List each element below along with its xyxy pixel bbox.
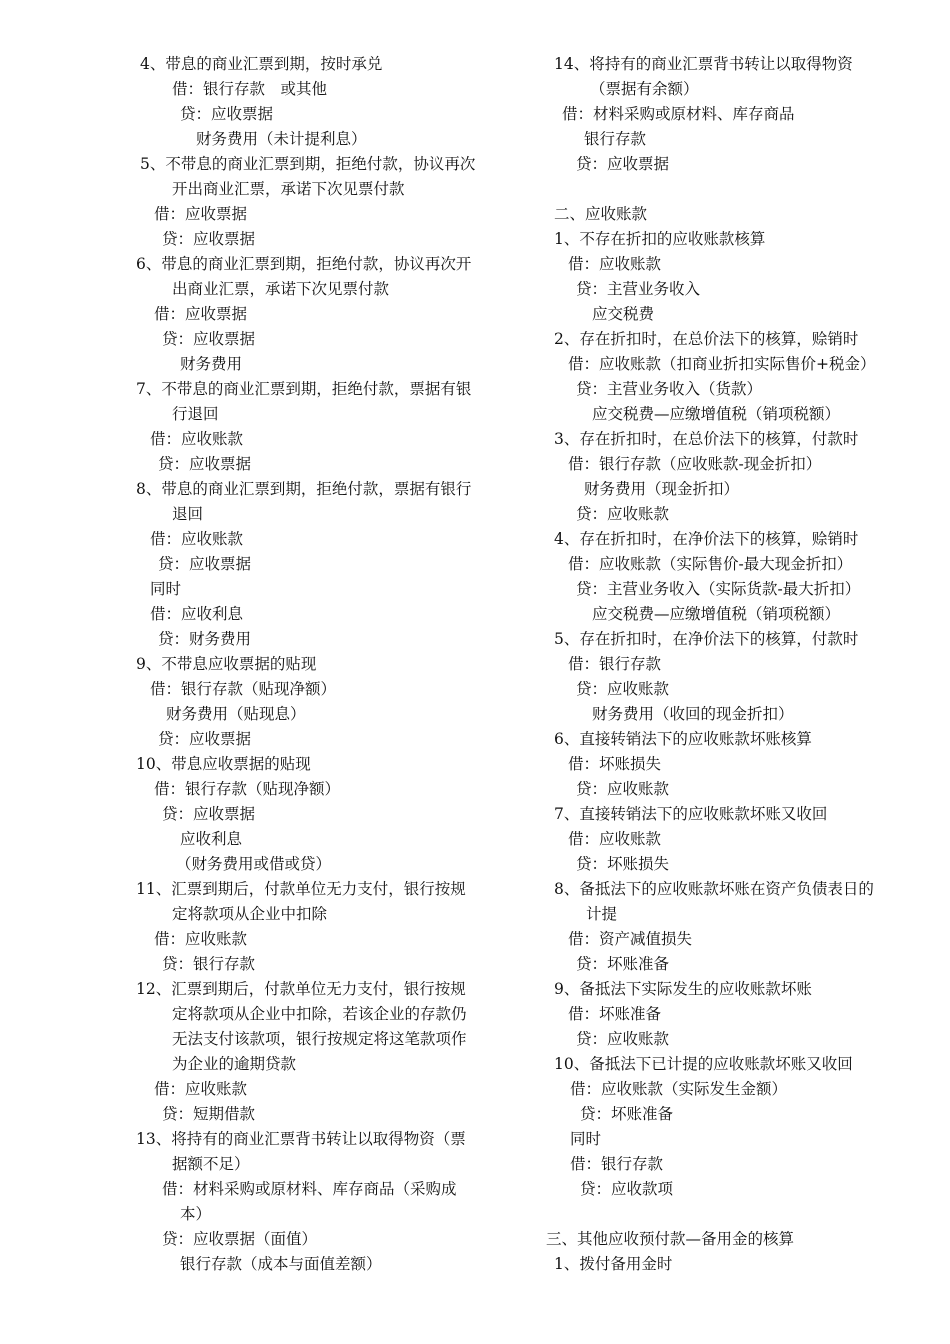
right-line-1: 14、将持有的商业汇票背书转让以取得物资: [554, 55, 853, 73]
right-line-24: 5、存在折扣时，在净价法下的核算，付款时: [554, 630, 859, 648]
left-line-13: 财务费用: [180, 355, 243, 373]
left-line-4: 财务费用（未计提利息）: [196, 130, 367, 148]
right-line-31: 7、直接转销法下的应收账款坏账又收回: [554, 805, 828, 823]
left-line-24: 贷：财务费用: [158, 630, 252, 648]
right-line-13: 借：应收账款（扣商业折扣实际售价+税金）: [568, 355, 876, 373]
right-line-29: 借：坏账损失: [568, 755, 662, 773]
right-line-37: 贷：坏账准备: [576, 955, 670, 973]
right-line-32: 借：应收账款: [568, 830, 662, 848]
right-line-18: 财务费用（现金折扣）: [584, 480, 740, 498]
right-line-23: 应交税费—应缴增值税（销项税额）: [592, 605, 841, 623]
left-line-37: 贷：银行存款: [162, 955, 256, 973]
left-line-27: 财务费用（贴现息）: [166, 705, 306, 723]
right-line-30: 贷：应收账款: [576, 780, 670, 798]
right-line-49: 1、拨付备用金时: [554, 1255, 673, 1273]
left-line-19: 退回: [172, 505, 204, 523]
left-line-26: 借：银行存款（贴现净额）: [150, 680, 337, 698]
left-line-5: 5、不带息的商业汇票到期，拒绝付款，协议再次: [140, 155, 476, 173]
left-line-9: 6、带息的商业汇票到期，拒绝付款，协议再次开: [136, 255, 472, 273]
right-line-41: 10、备抵法下已计提的应收账款坏账又收回: [554, 1055, 853, 1073]
left-line-17: 贷：应收票据: [158, 455, 252, 473]
left-line-22: 同时: [150, 580, 182, 598]
left-line-34: 11、汇票到期后，付款单位无力支付，银行按规: [136, 880, 466, 898]
right-line-42: 借：应收账款（实际发生金额）: [570, 1080, 788, 1098]
left-line-10: 出商业汇票，承诺下次见票付款: [172, 280, 390, 298]
right-line-3: 借：材料采购或原材料、库存商品: [562, 105, 795, 123]
left-line-29: 10、带息应收票据的贴现: [136, 755, 311, 773]
right-line-34: 8、备抵法下的应收账款坏账在资产负债表日的: [554, 880, 874, 898]
right-line-27: 财务费用（收回的现金折扣）: [592, 705, 794, 723]
right-line-22: 贷：主营业务收入（实际货款-最大折扣）: [576, 580, 861, 598]
right-line-9: 借：应收账款: [568, 255, 662, 273]
right-line-14: 贷：主营业务收入（货款）: [576, 380, 763, 398]
left-line-49: 银行存款（成本与面值差额）: [180, 1255, 382, 1273]
left-line-48: 贷：应收票据（面值）: [162, 1230, 318, 1248]
right-line-33: 贷：坏账损失: [576, 855, 670, 873]
left-line-18: 8、带息的商业汇票到期，拒绝付款，票据有银行: [136, 480, 472, 498]
left-line-33: （财务费用或借或贷）: [176, 855, 332, 873]
left-line-23: 借：应收利息: [150, 605, 244, 623]
left-line-2: 借：银行存款 或其他: [172, 80, 328, 98]
right-line-8: 1、不存在折扣的应收账款核算: [554, 230, 766, 248]
right-line-7: 二、应收账款: [554, 205, 648, 223]
left-line-1: 4、带息的商业汇票到期，按时承兑: [140, 55, 383, 73]
right-line-26: 贷：应收账款: [576, 680, 670, 698]
left-line-14: 7、不带息的商业汇票到期，拒绝付款，票据有银: [136, 380, 472, 398]
right-line-2: （票据有余额）: [590, 80, 699, 98]
right-line-16: 3、存在折扣时，在总价法下的核算，付款时: [554, 430, 859, 448]
left-line-42: 借：应收账款: [154, 1080, 248, 1098]
left-line-40: 无法支付该款项，银行按规定将这笔款项作: [172, 1030, 467, 1048]
left-line-41: 为企业的逾期贷款: [172, 1055, 297, 1073]
right-line-48: 三、其他应收预付款—备用金的核算: [546, 1230, 795, 1248]
left-line-3: 贷：应收票据: [180, 105, 274, 123]
left-line-32: 应收利息: [180, 830, 243, 848]
left-line-16: 借：应收账款: [150, 430, 244, 448]
right-line-10: 贷：主营业务收入: [576, 280, 701, 298]
right-line-25: 借：银行存款: [568, 655, 662, 673]
right-line-44: 同时: [570, 1130, 602, 1148]
right-line-11: 应交税费: [592, 305, 655, 323]
left-line-28: 贷：应收票据: [158, 730, 252, 748]
right-line-36: 借：资产减值损失: [568, 930, 693, 948]
left-line-43: 贷：短期借款: [162, 1105, 256, 1123]
right-line-20: 4、存在折扣时，在净价法下的核算，赊销时: [554, 530, 859, 548]
right-line-15: 应交税费—应缴增值税（销项税额）: [592, 405, 841, 423]
left-line-36: 借：应收账款: [154, 930, 248, 948]
right-line-38: 9、备抵法下实际发生的应收账款坏账: [554, 980, 812, 998]
right-line-45: 借：银行存款: [570, 1155, 664, 1173]
right-line-46: 贷：应收款项: [580, 1180, 674, 1198]
left-line-12: 贷：应收票据: [162, 330, 256, 348]
left-line-47: 本）: [180, 1205, 212, 1223]
right-line-17: 借：银行存款（应收账款-现金折扣）: [568, 455, 822, 473]
left-line-45: 据额不足）: [172, 1155, 250, 1173]
left-line-31: 贷：应收票据: [162, 805, 256, 823]
right-line-21: 借：应收账款（实际售价-最大现金折扣）: [568, 555, 853, 573]
left-line-30: 借：银行存款（贴现净额）: [154, 780, 341, 798]
left-line-6: 开出商业汇票，承诺下次见票付款: [172, 180, 405, 198]
left-line-46: 借：材料采购或原材料、库存商品（采购成: [162, 1180, 457, 1198]
right-line-4: 银行存款: [584, 130, 647, 148]
left-line-25: 9、不带息应收票据的贴现: [136, 655, 317, 673]
left-line-11: 借：应收票据: [154, 305, 248, 323]
left-line-8: 贷：应收票据: [162, 230, 256, 248]
right-line-12: 2、存在折扣时，在总价法下的核算，赊销时: [554, 330, 859, 348]
right-line-19: 贷：应收账款: [576, 505, 670, 523]
right-line-35: 计提: [586, 905, 618, 923]
right-line-43: 贷：坏账准备: [580, 1105, 674, 1123]
left-line-38: 12、汇票到期后，付款单位无力支付，银行按规: [136, 980, 466, 998]
left-line-21: 贷：应收票据: [158, 555, 252, 573]
left-line-20: 借：应收账款: [150, 530, 244, 548]
left-line-35: 定将款项从企业中扣除: [172, 905, 328, 923]
left-line-39: 定将款项从企业中扣除，若该企业的存款仍: [172, 1005, 467, 1023]
right-line-28: 6、直接转销法下的应收账款坏账核算: [554, 730, 812, 748]
right-line-40: 贷：应收账款: [576, 1030, 670, 1048]
left-line-44: 13、将持有的商业汇票背书转让以取得物资（票: [136, 1130, 466, 1148]
right-line-5: 贷：应收票据: [576, 155, 670, 173]
left-line-15: 行退回: [172, 405, 219, 423]
right-line-39: 借：坏账准备: [568, 1005, 662, 1023]
left-line-7: 借：应收票据: [154, 205, 248, 223]
